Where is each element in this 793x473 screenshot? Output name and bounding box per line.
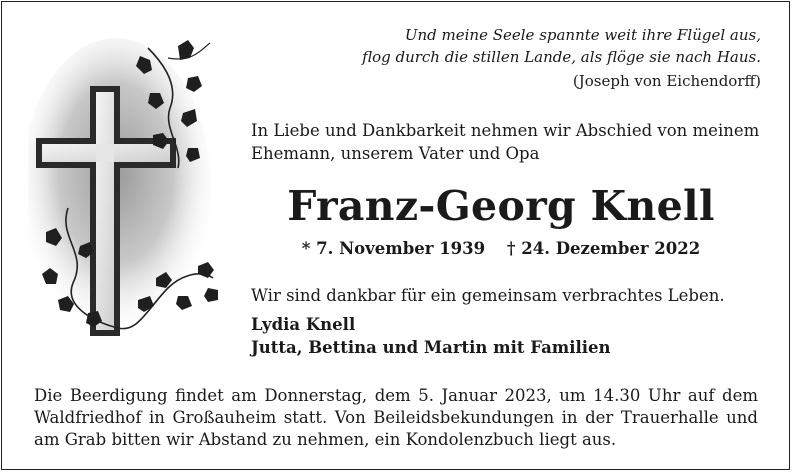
funeral-line-2: Waldfriedhof in Großauheim statt. Von Beileidsbekundungen in der Trauerhalle und <box>34 408 758 427</box>
funeral-line-3: am Grab bitten wir Abstand zu nehmen, ein Kondolenzbuch liegt aus. <box>34 430 617 449</box>
intro-text <box>251 119 771 165</box>
quote-line-2: flog durch die stillen Lande, als flöge sie nach Haus. <box>362 48 761 66</box>
family-member-1: Lydia Knell <box>251 315 356 334</box>
poem-quote <box>301 24 761 92</box>
quote-line-1: Und meine Seele spannte weit ihre Flügel aus, <box>404 26 761 44</box>
funeral-line-1: Die Beerdigung findet am Donnerstag, dem 5. Januar 2023, um 14.30 Uhr auf dem <box>34 386 758 405</box>
intro-line-1: In Liebe und Dankbarkeit nehmen wir Abschied von meinem <box>251 121 760 140</box>
family-names <box>251 313 771 359</box>
life-dates <box>251 238 751 260</box>
quote-author: (Joseph von Eichendorff) <box>572 72 761 90</box>
family-member-2: Jutta, Bettina und Martin mit Familien <box>251 338 611 357</box>
cross-with-ivy-icon <box>28 38 228 358</box>
funeral-notice <box>34 385 758 451</box>
thanks-text: Wir sind dankbar für ein gemeinsam verbrachtes Leben. <box>251 286 725 305</box>
intro-line-2: Ehemann, unserem Vater und Opa <box>251 144 540 163</box>
birth-date: * 7. November 1939 <box>301 239 486 258</box>
death-date: † 24. Dezember 2022 <box>506 239 701 258</box>
deceased-name: Franz-Georg Knell <box>287 182 715 230</box>
